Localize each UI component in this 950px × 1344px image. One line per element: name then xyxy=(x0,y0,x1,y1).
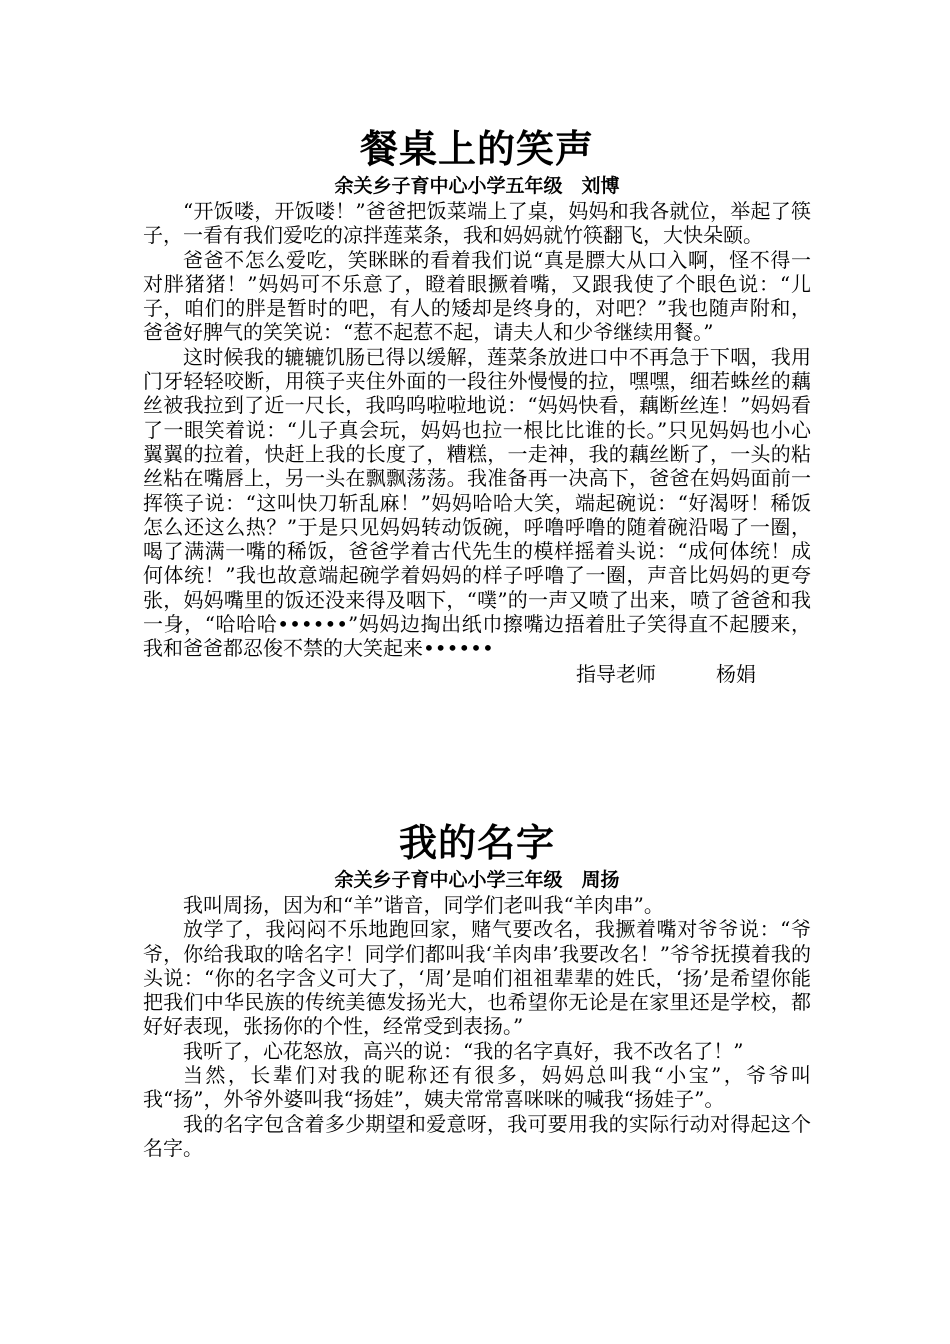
essay-byline: 余关乡子育中心小学五年级 刘博 xyxy=(334,175,620,197)
essay-dinner-table-laughter xyxy=(143,125,811,687)
essay-paragraph: 我的名字包含着多少期望和爱意呀，我可要用我的实际行动对得起这个名字。 xyxy=(143,1111,811,1160)
essay-my-name xyxy=(143,819,811,1160)
essay-paragraph: 我叫周扬，因为和“羊”谐音，同学们老叫我“羊肉串”。 xyxy=(183,893,664,917)
essay-paragraph: 爸爸不怎么爱吃，笑眯眯的看着我们说“真是膘大从口入啊，怪不得一对胖猪猪！”妈妈可不乐意了，瞪着眼撅着嘴，又跟我使了个眼色说：“儿子，咱们的胖是暂时的吧，有人的矮却是终身的，对吧？”我也随声附和，爸爸好脾气的笑笑说：“惹不起惹不起，请夫人和少爷继续用餐。” xyxy=(143,247,811,345)
essay-title: 餐桌上的笑声 xyxy=(359,126,594,171)
essay-byline: 余关乡子育中心小学三年级 周扬 xyxy=(334,869,620,891)
instructor-credit: 指导老师 杨娟 xyxy=(576,661,756,686)
essay-paragraph: “开饭喽，开饭喽！”爸爸把饭菜端上了桌，妈妈和我各就位，举起了筷子，一看有我们爱吃的凉拌莲菜条，我和妈妈就竹筷翻飞，大快朵颐。 xyxy=(143,199,811,248)
essay-paragraph: 我听了，心花怒放，高兴的说：“我的名字真好，我不改名了！” xyxy=(183,1038,744,1063)
essay-paragraph: 这时候我的辘辘饥肠已得以缓解，莲菜条放进口中不再急于下咽，我用门牙轻轻咬断，用筷子夹住外面的一段往外慢慢的拉，嘿嘿，细若蛛丝的藕丝被我拉到了近一尺长，我呜呜啦啦地说：“妈妈快看，藕断丝连！”妈妈看了一眼笑着说：“儿子真会玩，妈妈也拉一根比比谁的长。”只见妈妈也小心翼翼的拉着，快赶上我的长度了，糟糕，一走神，我的藕丝断了，一头的粘丝粘在嘴唇上，另一头在飘飘荡荡。我准备再一决高下，爸爸在妈妈面前一挥筷子说：“这叫快刀斩乱麻！”妈妈哈哈大笑，端起碗说：“好渴呀！稀饭怎么还这么热？”于是只见妈妈转动饭碗，呼噜呼噜的随着碗沿喝了一圈，喝了满满一嘴的稀饭，爸爸学着古代先生的模样摇着头说：“成何体统！成何体统！”我也故意端起碗学着妈妈的样子呼噜了一圈，声音比妈妈的更夸张，妈妈嘴里的饭还没来得及咽下，“噗”的一声又喷了出来，喷了爸爸和我一身，“哈哈哈••••••”妈妈边掏出纸巾擦嘴边捂着肚子笑得直不起腰来，我和爸爸都忍俊不禁的大笑起来•••••• xyxy=(143,344,811,661)
essay-title: 我的名字 xyxy=(398,820,555,865)
essay-paragraph: 放学了，我闷闷不乐地跑回家，赌气要改名，我撅着嘴对爷爷说：“爷爷，你给我取的啥名字！同学们都叫我‘羊肉串’我要改名！”爷爷抚摸着我的头说：“你的名字含义可大了，‘周’是咱们祖祖辈辈的姓氏，‘扬’是希望你能把我们中华民族的传统美德发扬光大，也希望你无论是在家里还是学校，都好好表现，张扬你的个性，经常受到表扬。” xyxy=(143,917,811,1039)
essay-paragraph: 当然，长辈们对我的昵称还有很多，妈妈总叫我“小宝”，爷爷叫我“扬”，外爷外婆叫我“扬娃”，姨夫常常喜咪咪的喊我“扬娃子”。 xyxy=(143,1063,811,1112)
